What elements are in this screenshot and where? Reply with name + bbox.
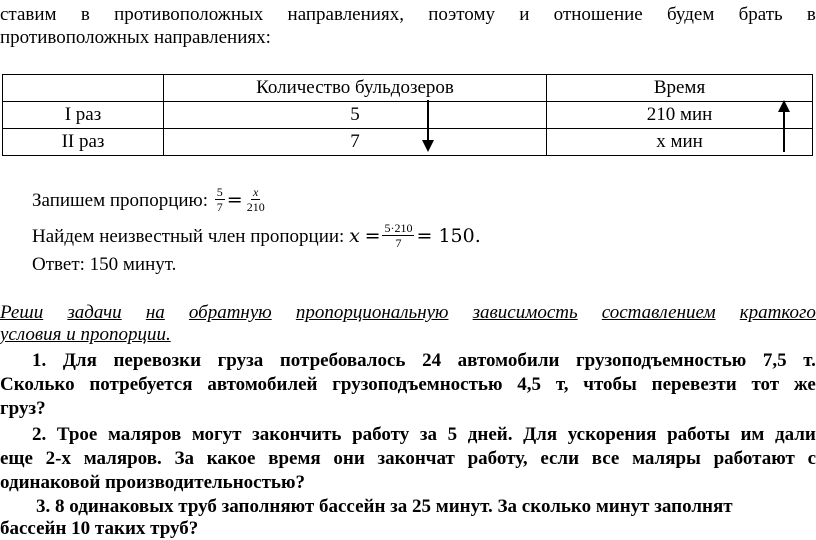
fraction-denominator: 210 [246, 200, 265, 215]
problem-2-line-3: одинаковой производительностью? [0, 472, 306, 493]
answer-line: Ответ: 150 минут. [32, 254, 177, 275]
word: будем [666, 4, 715, 25]
word: брать [738, 4, 783, 25]
task-heading-line-2: условия и пропорции. [0, 324, 171, 345]
intro-line-2: противоположных направлениях: [0, 27, 271, 48]
word: могут [191, 424, 242, 445]
word: им [740, 424, 765, 445]
fraction [245, 185, 267, 214]
variable-x: x [349, 225, 360, 247]
table-cell: 210 мин [547, 102, 813, 129]
word: еще [0, 448, 33, 469]
intro-line-1 [0, 4, 816, 26]
word: 1. [32, 350, 47, 371]
proportion-line [32, 186, 816, 216]
table-row [3, 129, 813, 156]
table-header-cell [3, 75, 164, 102]
fraction-numerator: 5 [216, 185, 223, 200]
problem-2-line-2 [0, 448, 816, 470]
word: дали [774, 424, 816, 445]
word: противоположных [114, 4, 264, 25]
table-cell: I раз [3, 102, 164, 129]
word: закончат [377, 448, 455, 469]
word: 2. [32, 424, 47, 445]
word: чтобы [583, 374, 637, 395]
arrow-down-icon [420, 100, 436, 154]
word: грузоподъемностью [332, 374, 503, 395]
problem-1-line-1 [32, 350, 816, 372]
word: на [145, 302, 165, 323]
word: все [591, 448, 620, 469]
word: за [419, 424, 438, 445]
fraction-numerator: x [253, 185, 259, 200]
word: потребуется [89, 374, 193, 395]
arrow-up-icon [776, 100, 792, 154]
word: автомобилей [207, 374, 318, 395]
word: Для [523, 424, 558, 445]
equals-sign: = [226, 189, 243, 211]
word: закончить [252, 424, 342, 445]
fraction-numerator: 5·210 [384, 221, 413, 236]
word: маляры [632, 448, 701, 469]
word: составлением [601, 302, 716, 323]
word: в [806, 4, 816, 25]
word: работают [713, 448, 795, 469]
word: ставим [0, 4, 57, 25]
word: обратную [188, 302, 272, 323]
word: потребовалось [279, 350, 406, 371]
word: За [174, 448, 194, 469]
table-cell: x мин [547, 129, 813, 156]
word: отношение [553, 4, 643, 25]
fraction [382, 221, 414, 250]
word: 24 [422, 350, 442, 371]
word: они [333, 448, 365, 469]
word: 5 [447, 424, 458, 445]
word: маляров. [83, 448, 162, 469]
word: перевезти [651, 374, 737, 395]
word: и [519, 4, 530, 25]
word: Сколько [0, 374, 75, 395]
word: тот [751, 374, 780, 395]
word: 7,5 [762, 350, 787, 371]
word: груза [217, 350, 264, 371]
table-cell: 7 [164, 129, 547, 156]
fraction [215, 185, 225, 214]
word: автомобили [457, 350, 560, 371]
word: с [807, 448, 816, 469]
word: маляров [107, 424, 182, 445]
word: задачи [67, 302, 122, 323]
word: грузоподъемностью [576, 350, 747, 371]
word: дней. [467, 424, 513, 445]
table-row [3, 102, 813, 129]
problem-3-line-1: 3. 8 одинаковых труб заполняют бассейн за 25 минут. За сколько минут заполнят [36, 496, 733, 517]
equals-sign: = [364, 225, 381, 247]
word: работы [667, 424, 730, 445]
problem-3-line-2: бассейн 10 таких труб? [0, 518, 199, 539]
word: Трое [56, 424, 98, 445]
word: работу, [467, 448, 528, 469]
word: время [268, 448, 321, 469]
word: Реши [0, 302, 44, 323]
word: какое [206, 448, 256, 469]
word: ускорения [567, 424, 657, 445]
word: поэтому [428, 4, 495, 25]
table-cell: II раз [3, 129, 164, 156]
problem-1-line-3: груз? [0, 398, 46, 419]
word: т. [803, 350, 816, 371]
word: пропорциональную [295, 302, 449, 323]
word: работу [352, 424, 410, 445]
task-heading-line-1 [0, 302, 816, 324]
table-header-row [3, 75, 813, 102]
word: краткого [739, 302, 816, 323]
word: 2-х [45, 448, 71, 469]
result: = 150. [416, 225, 481, 247]
word: же [793, 374, 816, 395]
table-header-cell: Количество бульдозеров [164, 75, 547, 102]
word: перевозки [113, 350, 202, 371]
proportion-label: Запишем пропорцию: [32, 190, 209, 211]
table-cell: 5 [164, 102, 547, 129]
fraction-denominator: 7 [395, 236, 402, 251]
word: если [540, 448, 580, 469]
word: в [80, 4, 90, 25]
word: Для [62, 350, 97, 371]
data-table [2, 74, 813, 156]
problem-2-line-1 [32, 424, 816, 446]
problem-1-line-2 [0, 374, 816, 396]
unknown-label: Найдем неизвестный член пропорции: [32, 226, 345, 247]
word: направлениях, [287, 4, 404, 25]
word: т, [555, 374, 569, 395]
fraction-denominator: 7 [216, 200, 223, 215]
unknown-line [32, 222, 816, 252]
table-header-cell: Время [547, 75, 813, 102]
word: зависимость [472, 302, 578, 323]
word: 4,5 [517, 374, 542, 395]
